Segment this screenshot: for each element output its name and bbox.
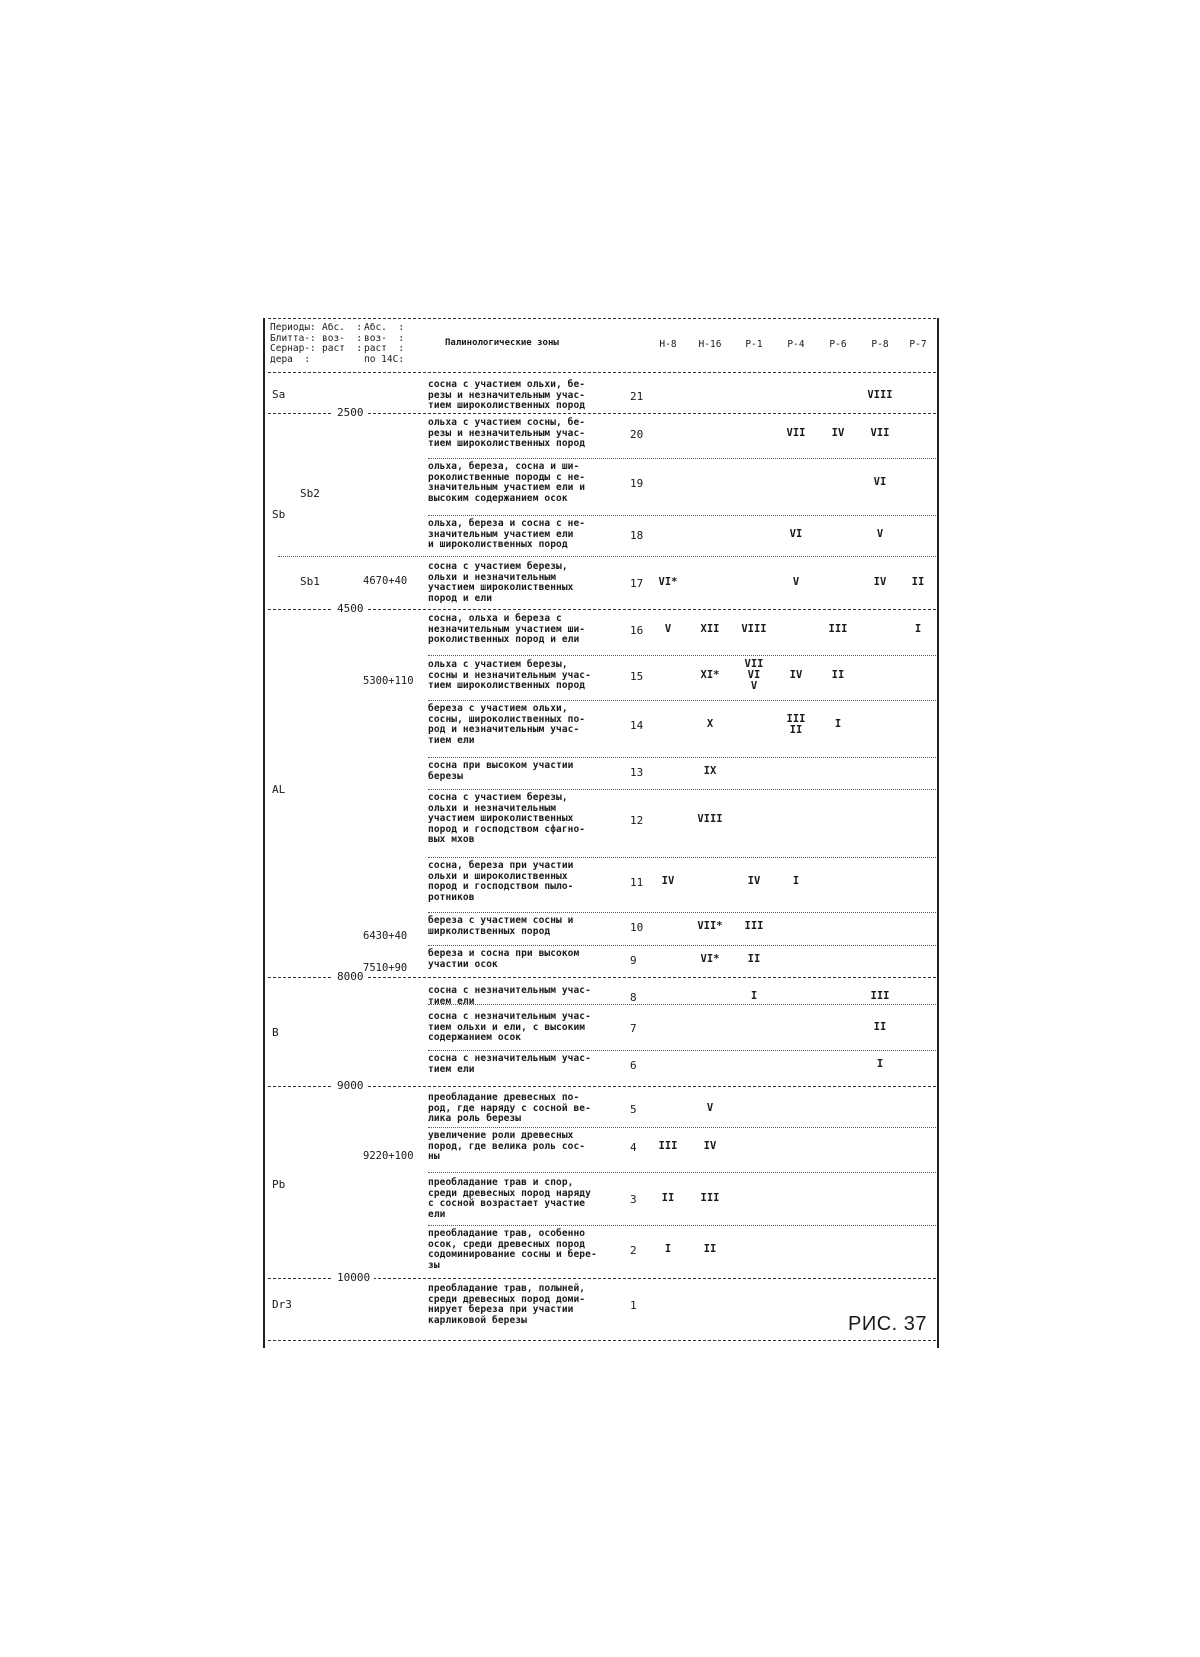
zone-site-cell: VI* [658, 576, 678, 589]
zone-site-cell: I [664, 1243, 672, 1256]
zone-description: береза с участием ольхи, сосны, широколиственных по- род и незначительным учас- тием ели [428, 703, 586, 746]
zone-description: береза с участием сосны и ширколиственных пород [428, 915, 574, 937]
zone-divider [428, 700, 936, 701]
zone-site-cell: VIII [867, 388, 893, 401]
subperiod-divider [278, 556, 936, 557]
zone-site-cell: IV [661, 875, 675, 888]
zone-description: сосна с незначительным учас- тием ольхи и ели, с высоким содержанием осок [428, 1011, 591, 1044]
radiocarbon-date: 6430+40 [363, 930, 408, 942]
zone-site-cell: VIII [741, 622, 767, 635]
figure-label: РИС. 37 [848, 1313, 928, 1335]
zone-site-cell: VI [873, 476, 887, 489]
table-right-border [937, 318, 939, 1348]
zone-number: 15 [630, 669, 644, 683]
period-label: AL [272, 783, 286, 796]
zone-divider [428, 458, 936, 459]
zone-number: 5 [630, 1102, 637, 1116]
period-boundary [268, 977, 936, 978]
zone-description: сосна, береза при участии ольхи и широколиственных пород и господством пыло- ротников [428, 860, 574, 903]
zone-site-cell: V [876, 527, 884, 540]
zone-site-cell: III [700, 1192, 720, 1205]
zone-site-cell: VI [789, 527, 803, 540]
zone-site-cell: V [792, 576, 800, 589]
zone-site-cell: IV [703, 1139, 717, 1152]
zone-number: 18 [630, 528, 644, 542]
zone-site-cell: III [658, 1139, 678, 1152]
header-abs-age: Абс. : воз- : раст : [322, 322, 363, 354]
zone-site-cell: VII* [697, 919, 723, 932]
zone-site-cell: V [664, 622, 672, 635]
table-bottom-rule [268, 1340, 936, 1341]
zone-description: преобладание трав и спор, среди древесных пород наряду с сосной возрастает участие ели [428, 1177, 591, 1220]
zone-number: 1 [630, 1299, 637, 1313]
zone-number: 8 [630, 990, 637, 1004]
zone-site-cell: IV [747, 875, 761, 888]
table-top-rule [268, 318, 936, 319]
header-site: Р-7 [909, 339, 927, 350]
zone-description: береза и сосна при высоком участии осок [428, 948, 580, 970]
zone-site-cell: II [703, 1243, 717, 1256]
zone-description: сосна, ольха и береза с незначительным участием ши- роколиственных пород и ели [428, 613, 586, 646]
zone-number: 17 [630, 577, 644, 591]
zone-number: 3 [630, 1193, 637, 1207]
header-abs-age-14c: Абс. : воз- : раст : по 14С: [364, 322, 405, 365]
period-label: Sb [272, 508, 286, 521]
zone-divider [428, 1127, 936, 1128]
radiocarbon-date: 5300+110 [363, 675, 414, 687]
zone-description: ольха, береза и сосна с не- значительным участием ели и широколиственных пород [428, 518, 586, 551]
zone-site-cell: I [834, 718, 842, 731]
zone-site-cell: VII VI V [744, 657, 764, 692]
header-bottom-rule [268, 372, 936, 373]
zone-description: сосна с незначительным учас- тием ели [428, 985, 591, 1007]
zone-site-cell: III [744, 919, 764, 932]
zone-description: ольха с участием сосны, бе- резы и незначительным учас- тием широколиственных пород [428, 417, 586, 450]
zone-number: 13 [630, 765, 644, 779]
zone-site-cell: IX [703, 764, 717, 777]
zone-divider [428, 757, 936, 758]
radiocarbon-date: 9220+100 [363, 1150, 414, 1162]
zone-site-cell: II [831, 668, 845, 681]
zone-description: сосна с участием ольхи, бе- резы и незначительным учас- тием широколиственных пород [428, 379, 586, 412]
zone-number: 16 [630, 623, 644, 637]
zone-description: сосна с незначительным учас- тием ели [428, 1053, 591, 1075]
zone-number: 20 [630, 427, 644, 441]
header-title: Палинологические зоны [445, 338, 559, 348]
header-periods: Периоды: Блитта-: Сернар-: дера : [270, 322, 316, 365]
header-site: Р-8 [871, 339, 889, 350]
zone-description: сосна при высоком участии березы [428, 760, 574, 782]
zone-number: 7 [630, 1021, 637, 1035]
zone-site-cell: III [828, 622, 848, 635]
header-site: Н-8 [659, 339, 677, 350]
zone-number: 12 [630, 813, 644, 827]
zone-number: 2 [630, 1244, 637, 1258]
zone-site-cell: II [661, 1192, 675, 1205]
zone-description: преобладание древесных по- род, где наряду с сосной ве- лика роль березы [428, 1092, 591, 1125]
zone-site-cell: V [706, 1101, 714, 1114]
zone-description: ольха с участием березы, сосны и незначительным учас- тием широколиственных пород [428, 659, 591, 692]
zone-description: преобладание трав, особенно осок, среди древесных пород содоминирование сосны и бере- зы [428, 1228, 597, 1271]
zone-divider [428, 515, 936, 516]
radiocarbon-date: 7510+90 [363, 962, 408, 974]
zone-number: 6 [630, 1058, 637, 1072]
header-site: Р-4 [787, 339, 805, 350]
boundary-year: 8000 [333, 971, 368, 982]
radiocarbon-date: 4670+40 [363, 575, 408, 587]
boundary-year: 4500 [333, 603, 368, 614]
boundary-year: 2500 [333, 407, 368, 418]
zone-number: 10 [630, 920, 644, 934]
zone-site-cell: I [792, 875, 800, 888]
zone-site-cell: VIII [697, 812, 723, 825]
zone-site-cell: X [706, 718, 714, 731]
zone-site-cell: I [914, 622, 922, 635]
zone-number: 11 [630, 876, 644, 890]
zone-site-cell: VII [786, 426, 806, 439]
period-boundary [268, 413, 936, 414]
zone-site-cell: IV [873, 576, 887, 589]
zone-site-cell: III [870, 989, 890, 1002]
table-left-border [263, 318, 265, 1348]
subperiod-label: Sb1 [300, 575, 320, 588]
zone-divider [428, 912, 936, 913]
zone-divider [428, 1172, 936, 1173]
subperiod-label: Sb2 [300, 487, 320, 500]
zone-site-cell: II [747, 952, 761, 965]
zone-site-cell: III II [786, 712, 806, 736]
zone-site-cell: I [750, 989, 758, 1002]
zone-site-cell: IV [831, 426, 845, 439]
zone-description: ольха, береза, сосна и ши- роколиственные породы с не- значительным участием ели и высоким содержанием осок [428, 461, 586, 504]
zone-site-cell: II [873, 1020, 887, 1033]
zone-number: 9 [630, 953, 637, 967]
zone-site-cell: VI* [700, 952, 720, 965]
period-label: Pb [272, 1178, 286, 1191]
period-label: Dr3 [272, 1298, 292, 1311]
zone-number: 21 [630, 389, 644, 403]
header-site: Р-1 [745, 339, 763, 350]
zone-site-cell: II [911, 576, 925, 589]
zone-site-cell: XI* [700, 668, 720, 681]
zone-site-cell: IV [789, 668, 803, 681]
zone-description: сосна с участием березы, ольхи и незначительным участием широколиственных пород и ели [428, 561, 574, 604]
zone-divider [428, 857, 936, 858]
zone-description: сосна с участием березы, ольхи и незначительным участием широколиственных пород и господством сфагно- вых мхов [428, 792, 586, 846]
period-boundary [268, 1086, 936, 1087]
boundary-year: 10000 [333, 1272, 374, 1283]
zone-divider [428, 789, 936, 790]
zone-number: 14 [630, 719, 644, 733]
zone-divider [428, 655, 936, 656]
zone-site-cell: VII [870, 426, 890, 439]
boundary-year: 9000 [333, 1080, 368, 1091]
zone-site-cell: I [876, 1057, 884, 1070]
period-label: Sa [272, 388, 286, 401]
zone-divider [428, 1225, 936, 1226]
zone-number: 4 [630, 1140, 637, 1154]
period-boundary [268, 609, 936, 610]
zone-description: преобладание трав, полыней, среди древесных пород доми- нирует береза при участии карликовой березы [428, 1283, 586, 1326]
zone-site-cell: XII [700, 622, 720, 635]
header-site: Н-16 [698, 339, 722, 350]
zone-number: 19 [630, 477, 644, 491]
header-site: Р-6 [829, 339, 847, 350]
zone-divider [428, 945, 936, 946]
zone-divider [428, 1050, 936, 1051]
zone-description: увеличение роли древесных пород, где велика роль сос- ны [428, 1130, 586, 1163]
period-label: B [272, 1026, 279, 1039]
